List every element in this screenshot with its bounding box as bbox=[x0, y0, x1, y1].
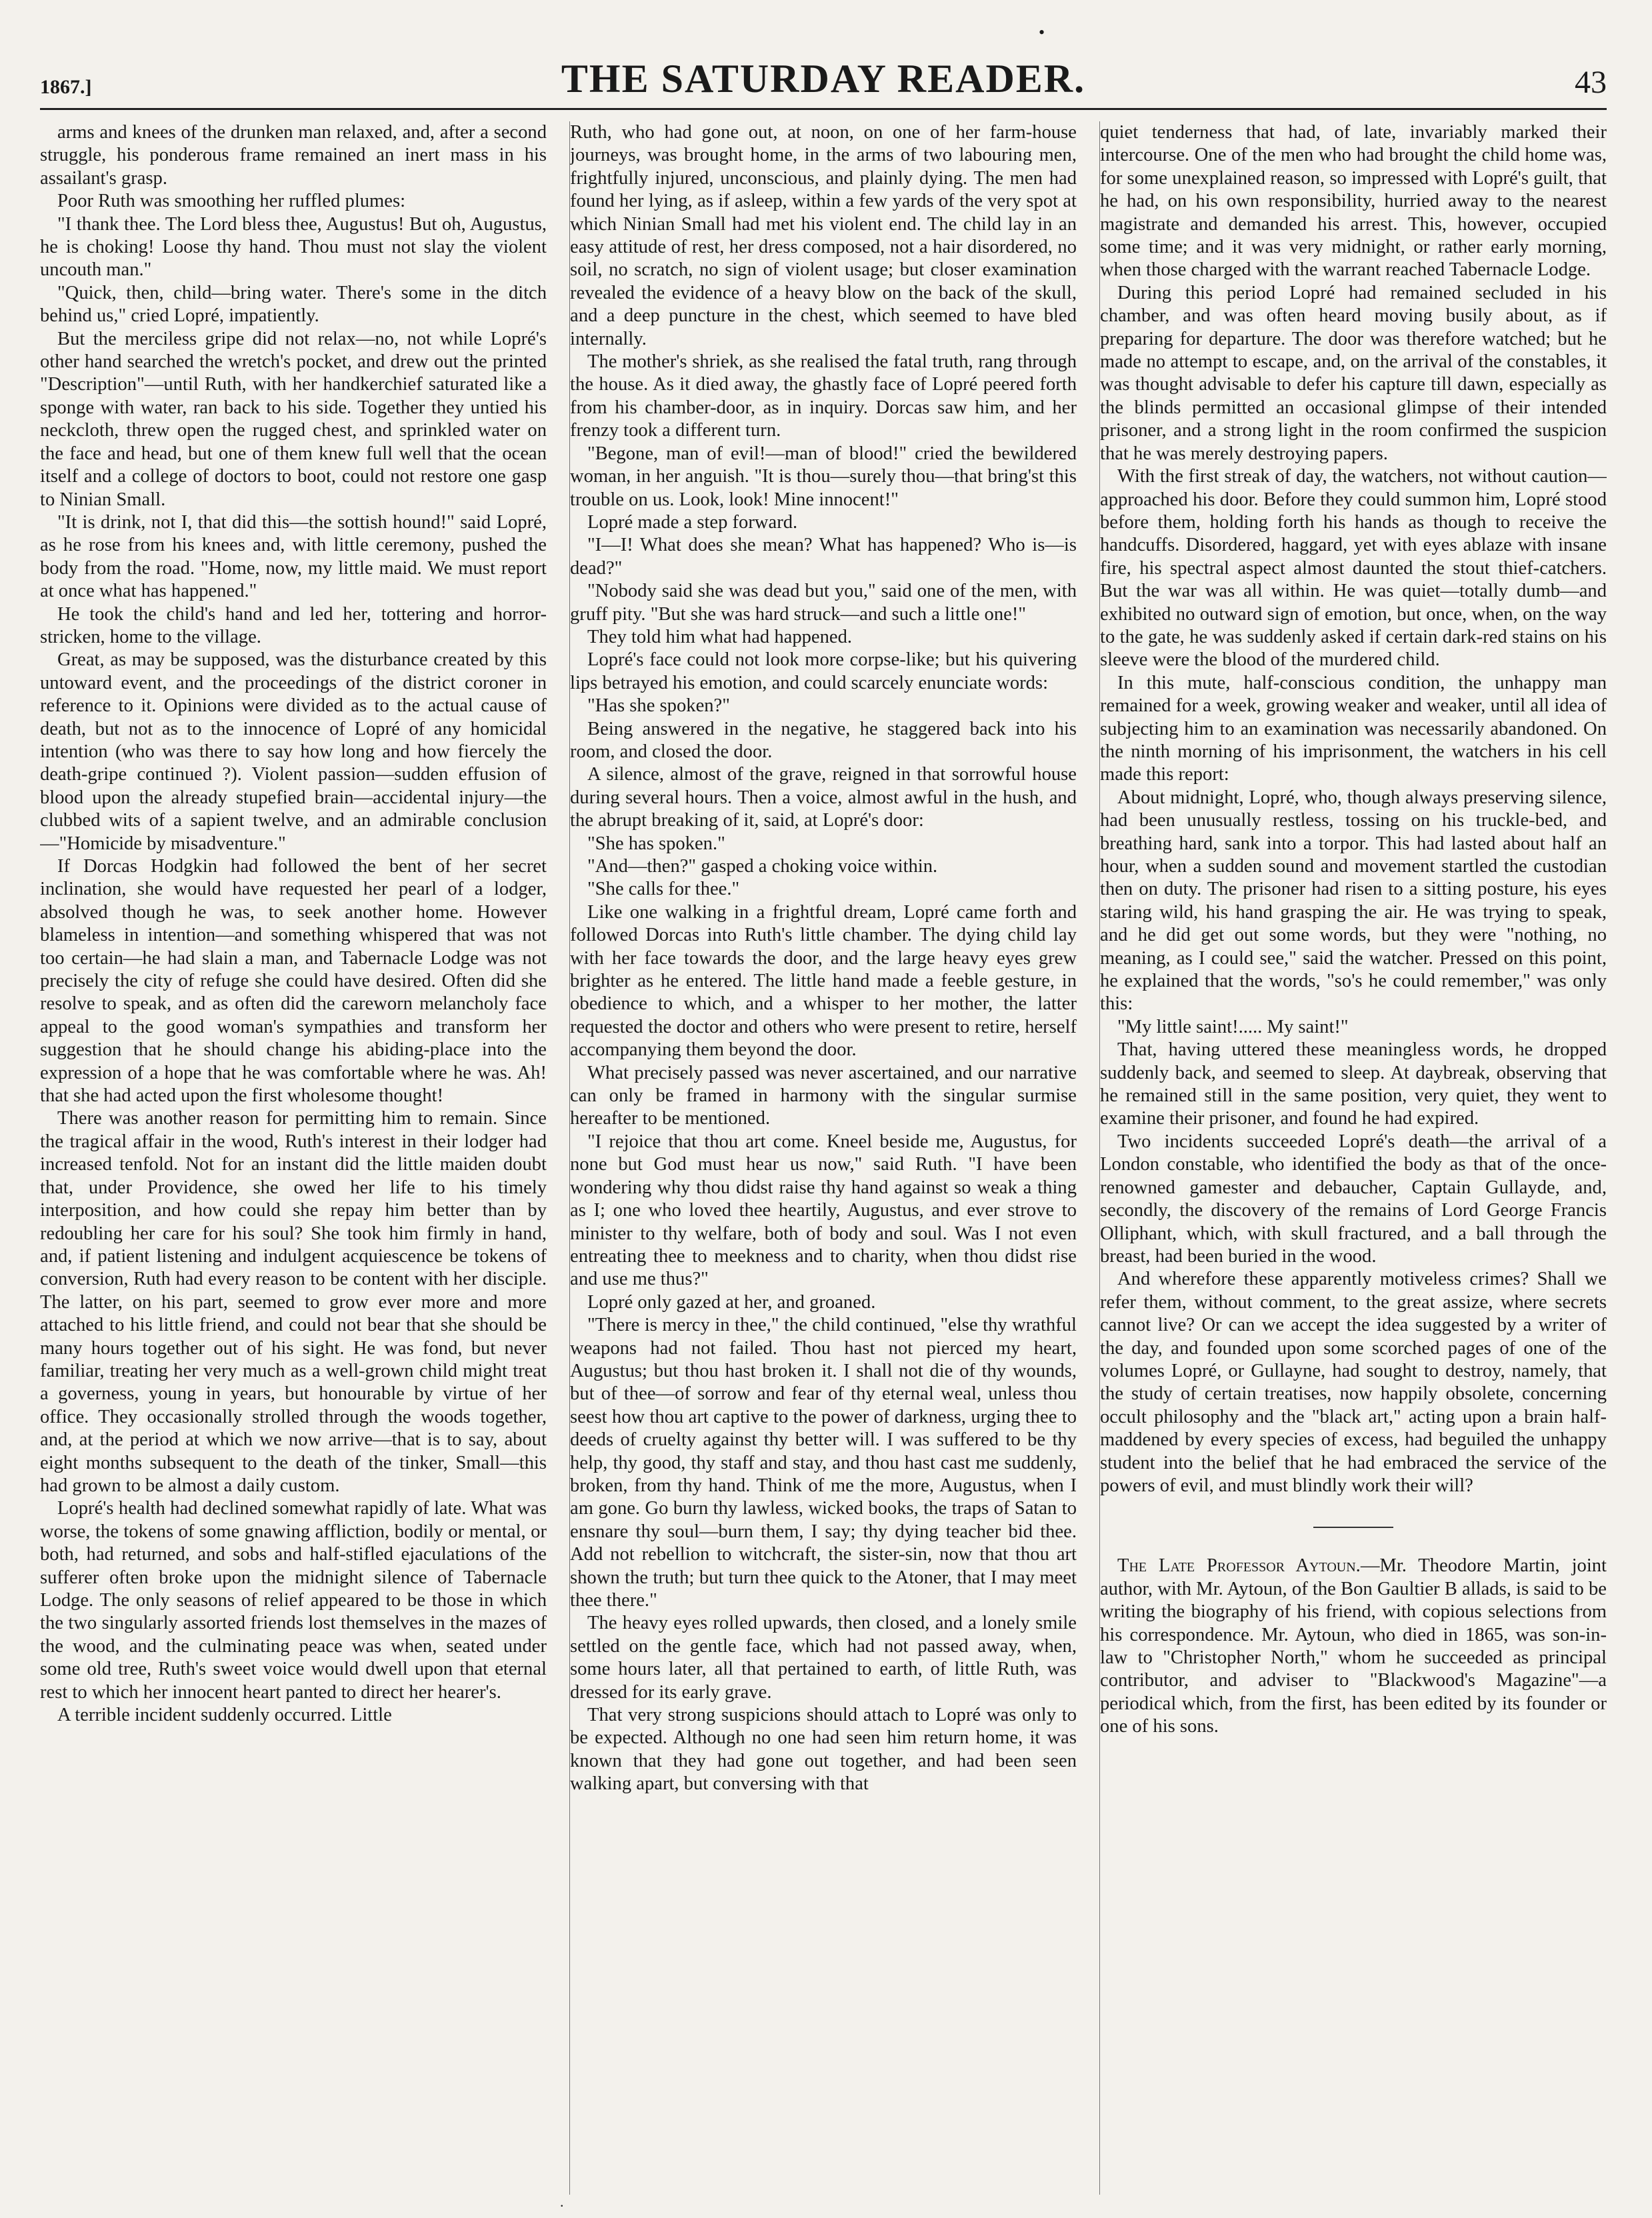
news-note-title: The Late Professor Aytoun. bbox=[1117, 1555, 1361, 1577]
paragraph: "She has spoken." bbox=[587, 833, 725, 854]
paragraph: That very strong suspicions should attach to Lopré was only to be expected. Although no one had seen him return home, it was known that they had gone out together, and had been seen walking apart, but conversing with that bbox=[570, 1705, 1077, 1795]
column-right-story bbox=[1100, 121, 1607, 1497]
column-middle bbox=[569, 121, 1077, 2195]
print-speck: • bbox=[1039, 23, 1045, 42]
paragraph: "It is drink, not I, that did this—the sottish hound!" said Lopré, as he rose from his knees and, with little ceremony, pushed the body from the road. "Home, now, my little maid. We must report at once what has happened." bbox=[40, 511, 547, 602]
paragraph: "She calls for thee." bbox=[587, 879, 740, 900]
paragraph: What precisely passed was never ascertained, and our narrative can only be framed in harmony with the singular surmise hereafter to be mentioned. bbox=[570, 1062, 1077, 1129]
paragraph: If Dorcas Hodgkin had followed the bent of her secret inclination, she would have requested her pearl of a lodger, absolved though he was, to seek another home. However blameless in intention—and something whispered that was not too certain—he had slain a man, and Tabernacle Lodge was not precisely the city of refuge she could have desired. Often did she resolve to speak, and as often did the careworn melancholy face appeal to the good woman's sympathies and transform her suggestion that he should change his abiding-place into the expression of a hope that he was comfortable where he was. Ah! that she had acted upon the first wholesome thought! bbox=[40, 856, 547, 1107]
paragraph: Lopré only gazed at her, and groaned. bbox=[587, 1291, 876, 1313]
masthead bbox=[40, 52, 1607, 110]
paragraph: He took the child's hand and led her, tottering and horror-stricken, home to the village. bbox=[40, 603, 547, 647]
paragraph: The mother's shriek, as she realised the fatal truth, rang through the house. As it died away, the ghastly face of Lopré peered forth from his chamber-door, as in inquiry. Dorcas saw him, and her frenzy took a different turn. bbox=[570, 351, 1077, 441]
paragraph: Lopré's health had declined somewhat rapidly of late. What was worse, the tokens of some gnawing affliction, bodily or mental, or both, had returned, and sobs and half-stifled ejaculations of the sufferer often broke upon the midnight silence of Tabernacle Lodge. The only seasons of relief appeared to be those in which the two singularly assorted friends lost themselves in the mazes of the wood, and the culminating peace was when, seated under some old tree, Ruth's sweet voice would dwell upon that eternal rest to which her innocent heart panted to direct her hearer's. bbox=[40, 1498, 547, 1703]
paragraph: "I thank thee. The Lord bless thee, Augustus! But oh, Augustus, he is choking! Loose thy hand. Thou must not slay the violent uncouth man." bbox=[40, 213, 547, 281]
paragraph: Lopré made a step forward. bbox=[587, 511, 798, 533]
paragraph: In this mute, half-conscious condition, the unhappy man remained for a week, growing weaker and weaker, until all idea of subjecting him to an examination was necessarily abandoned. On the ninth morning of his imprisonment, the watchers in his cell made this report: bbox=[1100, 672, 1607, 785]
paragraph: Like one walking in a frightful dream, Lopré came forth and followed Dorcas into Ruth's little chamber. The dying child lay with her face towards the door, and the large heavy eyes grew brighter as he entered. The little hand made a feeble gesture, in obedience to which, and a whisper to her mother, the latter requested the doctor and others who were present to retire, herself accompanying them beyond the door. bbox=[570, 901, 1077, 1061]
paragraph: "There is mercy in thee," the child continued, "else thy wrathful weapons had not failed. Thou hast not pierced my heart, Augustus; but thou hast broken it. I shall not die of thy wounds, but of thee—of sorrow and fear of thy eternal weal, unless thou seest how thou art captive to the power of darkness, urging thee to deeds of cruelty against thy better will. I was suffered to be thy help, thy good, thy staff and stay, and thou hast cast me suddenly, broken, from thy hand. Think of me the more, Augustus, when I am gone. Go burn thy lawless, wicked books, the traps of Satan to ensnare thy soul—burn them, I say; thy dying teacher bid thee. Add not rebellion to witchcraft, the sister-sin, now that thou art shown the truth; but turn thee quick to the Atoner, that I may meet thee there." bbox=[570, 1315, 1077, 1611]
paragraph: That, having uttered these meaningless words, he dropped suddenly back, and seemed to sleep. At daybreak, observing that he remained still in the same position, very quiet, they went to examine their prisoner, and found he had expired. bbox=[1100, 1039, 1607, 1129]
paragraph: Ruth, who had gone out, at noon, on one of her farm-house journeys, was brought home, in the arms of two labouring men, frightfully injured, unconscious, and plainly dying. The men had found her lying, as if asleep, within a few yards of the very spot at which Ninian Small had met his violent end. The child lay in an easy attitude of rest, her dress composed, not a hair disordered, no soil, no scratch, no sign of violent usage; but closer examination revealed the evidence of a heavy blow on the back of the skull, and a deep puncture in the chest, which seemed to have bled internally. bbox=[570, 122, 1077, 349]
paragraph: But the merciless gripe did not relax—no, not while Lopré's other hand searched the wretch's pocket, and drew out the printed "Description"—until Ruth, with her handkerchief saturated like a sponge with water, ran back to his side. Together they untied his neckcloth, threw open the rugged chest, and sprinkled water on the face and head, but one of them knew full well that the ocean itself and a college of doctors to boot, could not restore one gasp to Ninian Small. bbox=[40, 328, 547, 510]
paragraph: "Quick, then, child—bring water. There's some in the ditch behind us," cried Lopré, impatiently. bbox=[40, 282, 547, 327]
print-speck-bottom: . bbox=[560, 2193, 564, 2210]
paragraph: A silence, almost of the grave, reigned in that sorrowful house during several hours. Then a voice, almost awful in the hush, and the abrupt breaking of it, said, at Lopré's door: bbox=[570, 764, 1077, 831]
paragraph: "I—I! What does she mean? What has happened? Who is—is dead?" bbox=[570, 535, 1077, 579]
paragraph: With the first streak of day, the watchers, not without caution—approached his door. Before they could summon him, Lopré stood before them, holding forth his hands as though to receive the handcuffs. Disordered, haggard, yet with eyes ablaze with insane fire, his spectral aspect almost daunted the stout thief-catchers. But the war was all within. He was quiet—totally dumb—and exhibited no outward sign of emotion, but once, when, on the way to the gate, he was suddenly asked if certain dark-red stains on his sleeve were the blood of the murdered child. bbox=[1100, 466, 1607, 671]
paragraph: arms and knees of the drunken man relaxed, and, after a second struggle, his ponderous frame remained an inert mass in his assailant's grasp. bbox=[40, 122, 547, 189]
paragraph: "Begone, man of evil!—man of blood!" cried the bewildered woman, in her anguish. "It is thou—surely thou—that bring'st this trouble on us. Look, look! Mine innocent!" bbox=[570, 443, 1077, 510]
paragraph: "My little saint!..... My saint!" bbox=[1117, 1016, 1349, 1037]
paragraph: "Nobody said she was dead but you," said one of the men, with gruff pity. "But she was hard struck—and such a little one!" bbox=[570, 581, 1077, 625]
paragraph: Lopré's face could not look more corpse-like; but his quivering lips betrayed his emotion, and could scarcely enunciate words: bbox=[570, 649, 1077, 693]
paragraph: They told him what had happened. bbox=[587, 626, 853, 647]
publication-title: THE SATURDAY READER. bbox=[561, 57, 1086, 101]
paragraph: quiet tenderness that had, of late, invariably marked their intercourse. One of the men who had brought the child home was, for some unexplained reason, so impressed with Lopré's guilt, that he had, on his own responsibility, hurried away to the nearest magistrate and demanded his arrest. This, however, occupied some time; and it was very midnight, or rather early morning, when those charged with the warrant reached Tabernacle Lodge. bbox=[1100, 122, 1607, 281]
paragraph: During this period Lopré had remained secluded in his chamber, and was often heard moving busily about, as if preparing for departure. The door was therefore watched; but he made no attempt to escape, and, on the arrival of the constables, it was thought advisable to defer his capture till dawn, especially as the blinds permitted an occasional glimpse of their intended prisoner, and a strong light in the room confirmed the suspicion that he was merely destroying papers. bbox=[1100, 282, 1607, 464]
column-left bbox=[40, 121, 547, 2195]
paragraph: Poor Ruth was smoothing her ruffled plumes: bbox=[57, 191, 406, 212]
paragraph: And wherefore these apparently motiveless crimes? Shall we refer them, without comment, to the great assize, where secrets cannot live? Or can we accept the idea suggested by a writer of the day, and founded upon some scorched pages of one of the volumes Lopré, or Gullayne, had sought to destroy, namely, that the study of certain treatises, now happily obsolete, concerning occult philosophy and the "black art," acting upon a brain half-maddened by every species of excess, had beguiled the unhappy student into the belief that he had embraced the service of the powers of evil, and must blindly work their will? bbox=[1100, 1269, 1607, 1496]
section-divider bbox=[1313, 1527, 1393, 1528]
article-columns bbox=[40, 121, 1607, 2195]
news-note bbox=[1100, 1555, 1607, 1738]
paragraph: About midnight, Lopré, who, though always preserving silence, had been unusually restless, tossing on his truckle-bed, and breathing hard, sank into a torpor. This had lasted about half an hour, when a sudden sound and movement startled the custodian then on duty. The prisoner had risen to a sitting posture, his eyes staring wild, his hand grasping the air. He was trying to speak, and he did get out some words, but they were "nothing, no meaning, as I could see," said the watcher. Pressed on this point, he explained that the words, "so's he could remember," was only this: bbox=[1100, 787, 1607, 1015]
paragraph: Being answered in the negative, he staggered back into his room, and closed the door. bbox=[570, 718, 1077, 762]
paragraph: The heavy eyes rolled upwards, then closed, and a lonely smile settled on the gentle face, which had not passed away, when, some hours later, all that pertained to earth, of little Ruth, was dressed for its early grave. bbox=[570, 1613, 1077, 1703]
paragraph: "And—then?" gasped a choking voice within. bbox=[587, 856, 938, 877]
page-number: 43 bbox=[1575, 65, 1607, 100]
news-note-body: —Mr. Theodore Martin, joint author, with Mr. Aytoun, of the Bon Gaultier B allads, is said to be writing the biography of his friend, with copious selections from his correspondence. Mr. Aytoun, who died in 1865, was son-in-law to "Christopher North," whom he succeeded as principal contributor, and adviser to "Blackwood's Magazine"—a periodical which, from the first, has been edited by its founder or one of his sons. bbox=[1100, 1555, 1607, 1737]
column-right bbox=[1099, 121, 1607, 2195]
paragraph: Two incidents succeeded Lopré's death—the arrival of a London constable, who identified the body as that of the once-renowned gamester and debaucher, Captain Gullayde, and, secondly, the discovery of the remains of Lord George Francis Olliphant, which, with skull fractured, and a ball through the breast, had been buried in the wood. bbox=[1100, 1131, 1607, 1267]
paragraph: Great, as may be supposed, was the disturbance created by this untoward event, and the proceedings of the district coroner in reference to it. Opinions were divided as to the actual cause of death, but not as to the innocence of Lopré of any homicidal intention (who was there to say how long and how fiercely the death-gripe continued ?). Violent passion—sudden effusion of blood upon the already stupefied brain—accidental injury—the clubbed wits of a sapient twelve, and an admirable conclusion—"Homicide by misadventure." bbox=[40, 649, 547, 854]
paragraph: "Has she spoken?" bbox=[587, 695, 730, 717]
paragraph: A terrible incident suddenly occurred. Little bbox=[57, 1705, 392, 1726]
issue-year: 1867.] bbox=[40, 76, 92, 98]
paragraph: "I rejoice that thou art come. Kneel beside me, Augustus, for none but God must hear us now," said Ruth. "I have been wondering why thou didst raise thy hand against so weak a thing as I; one who loved thee heartily, Augustus, and ever strove to minister to thy welfare, both of body and soul. Was I not even entreating thee to meekness and to charity, when thou didst rise and use me thus?" bbox=[570, 1131, 1077, 1290]
paragraph: There was another reason for permitting him to remain. Since the tragical affair in the wood, Ruth's interest in their lodger had increased tenfold. Not for an instant did the little maiden doubt that, under Providence, she owed her life to his timely interposition, and how could she repay him better than by redoubling her care for his soul? She took him firmly in hand, and, if patient listening and indulgent acquiescence be tokens of conversion, Ruth had every reason to be content with her disciple. The latter, on his part, seemed to grow ever more and more attached to his little friend, and could not bear that she should be many hours together out of his sight. He was fond, but never familiar, treating her very much as a well-grown child might treat a governess, young in years, but honourable by virtue of her office. They occasionally strolled through the woods together, and, at the period at which we now arrive—that is to say, about eight months subsequent to the death of the tinker, Small—this had grown to be almost a daily custom. bbox=[40, 1108, 547, 1496]
